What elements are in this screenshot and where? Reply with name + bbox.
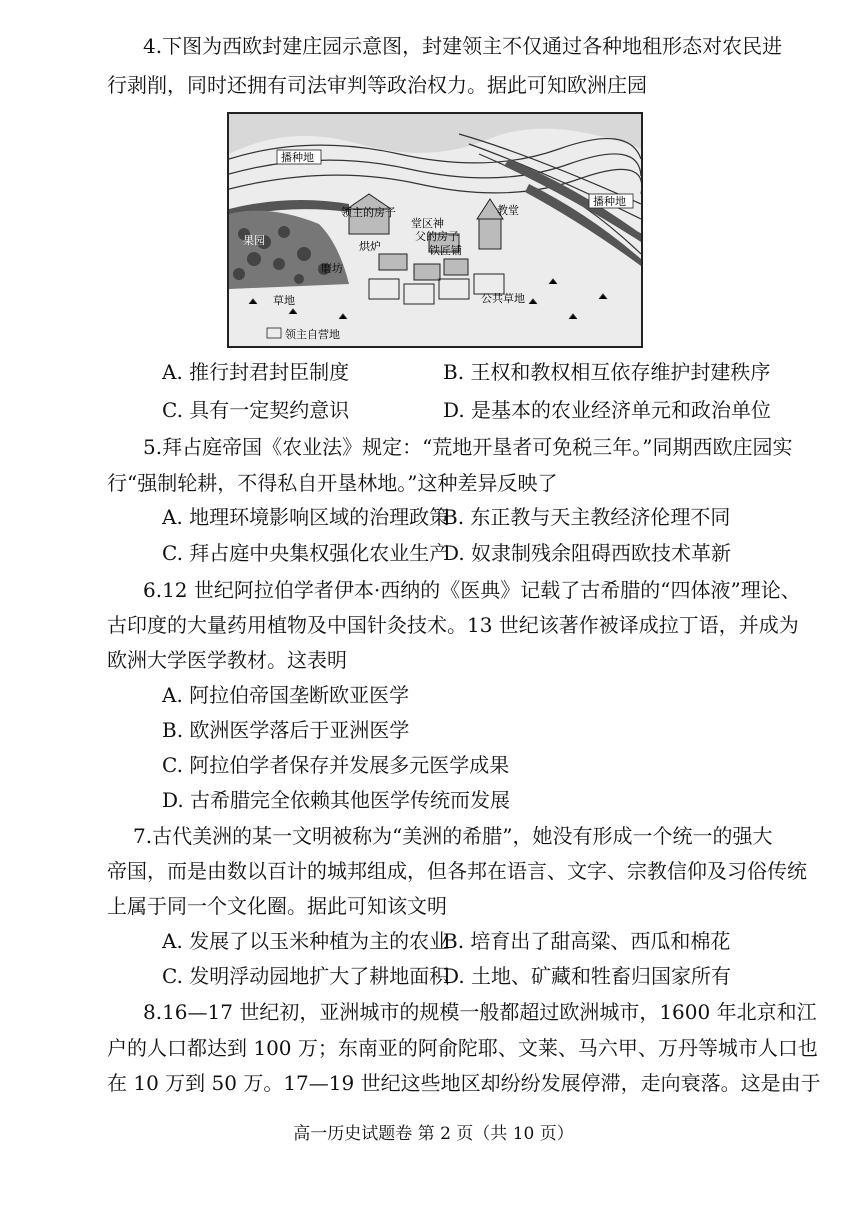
q8-stem-line2: 户的人口都达到 100 万；东南亚的阿俞陀耶、文莱、马六甲、万丹等城市人口也 <box>107 1036 818 1060</box>
q5-option-c[interactable]: C. 拜占庭中央集权强化农业生产 <box>162 541 450 565</box>
q5-option-a[interactable]: A. 地理环境影响区域的治理政策 <box>162 505 450 529</box>
q4-stem-line2: 行剥削，同时还拥有司法审判等政治权力。据此可知欧洲庄园 <box>107 73 647 97</box>
q8-stem-line1: 8.16—17 世纪初，亚洲城市的规模一般都超过欧洲城市，1600 年北京和江 <box>143 1000 817 1024</box>
q6-stem-line2: 古印度的大量药用植物及中国针灸技术。13 世纪该著作被译成拉丁语，并成为 <box>107 613 799 637</box>
q7-stem-line3: 上属于同一个文化圈。据此可知该文明 <box>107 894 447 918</box>
label-oven: 烘炉 <box>359 240 381 253</box>
q4-option-b[interactable]: B. 王权和教权相互依存维护封建秩序 <box>443 360 771 384</box>
q6-option-d[interactable]: D. 古希腊完全依赖其他医学传统而发展 <box>162 788 511 812</box>
label-pasture: 草地 <box>273 294 295 307</box>
manor-illustration <box>227 112 643 348</box>
q6-option-a[interactable]: A. 阿拉伯帝国垄断欧亚医学 <box>162 683 410 707</box>
q7-option-b[interactable]: B. 培育出了甜高粱、西瓜和棉花 <box>443 929 731 953</box>
label-mill: 磨坊 <box>321 262 343 275</box>
label-demesne: 领主自营地 <box>285 328 340 341</box>
q5-option-b[interactable]: B. 东正教与天主教经济伦理不同 <box>443 505 731 529</box>
q8-stem-line3: 在 10 万到 50 万。17—19 世纪这些地区却纷纷发展停滞，走向衰落。这是由于 <box>107 1071 821 1095</box>
page-footer: 高一历史试题卷 第 2 页（共 10 页） <box>293 1124 574 1144</box>
q6-stem-line1: 6.12 世纪阿拉伯学者伊本·西纳的《医典》记载了古希腊的“四体液”理论、 <box>143 578 801 602</box>
label-parish-2: 父的房子 <box>415 230 459 243</box>
label-orchard: 果园 <box>243 234 265 247</box>
label-smithy: 铁匠铺 <box>429 244 462 257</box>
q7-option-a[interactable]: A. 发展了以玉米种植为主的农业 <box>162 929 450 953</box>
q6-stem-line3: 欧洲大学医学教材。这表明 <box>107 648 347 672</box>
q6-option-b[interactable]: B. 欧洲医学落后于亚洲医学 <box>162 718 410 742</box>
q7-stem-line1: 7.古代美洲的某一文明被称为“美洲的希腊”，她没有形成一个统一的强大 <box>133 824 773 848</box>
q7-stem-line2: 帝国，而是由数以百计的城邦组成，但各邦在语言、文字、宗教信仰及习俗传统 <box>107 859 807 883</box>
q4-option-c[interactable]: C. 具有一定契约意识 <box>162 398 350 422</box>
label-sowing-2: 播种地 <box>593 195 626 208</box>
label-lord-house: 领主的房子 <box>341 206 396 219</box>
q4-option-a[interactable]: A. 推行封君封臣制度 <box>162 360 350 384</box>
label-sowing-1: 播种地 <box>281 151 314 164</box>
q4-stem-line1: 4.下图为西欧封建庄园示意图，封建领主不仅通过各种地租形态对农民进 <box>143 34 783 58</box>
label-parish: 堂区神 <box>411 217 444 230</box>
q6-option-c[interactable]: C. 阿拉伯学者保存并发展多元医学成果 <box>162 753 510 777</box>
q4-option-d[interactable]: D. 是基本的农业经济单元和政治单位 <box>443 398 772 422</box>
q5-option-d[interactable]: D. 奴隶制残余阻碍西欧技术革新 <box>443 541 732 565</box>
q7-option-d[interactable]: D. 土地、矿藏和牲畜归国家所有 <box>443 964 732 988</box>
q7-option-c[interactable]: C. 发明浮动园地扩大了耕地面积 <box>162 964 450 988</box>
label-church: 教堂 <box>497 204 519 217</box>
label-common: 公共草地 <box>481 292 525 305</box>
q5-stem-line2: 行“强制轮耕，不得私自开垦林地。”这种差异反映了 <box>107 471 558 495</box>
q5-stem-line1: 5.拜占庭帝国《农业法》规定：“荒地开垦者可免税三年。”同期西欧庄园实 <box>143 435 793 459</box>
